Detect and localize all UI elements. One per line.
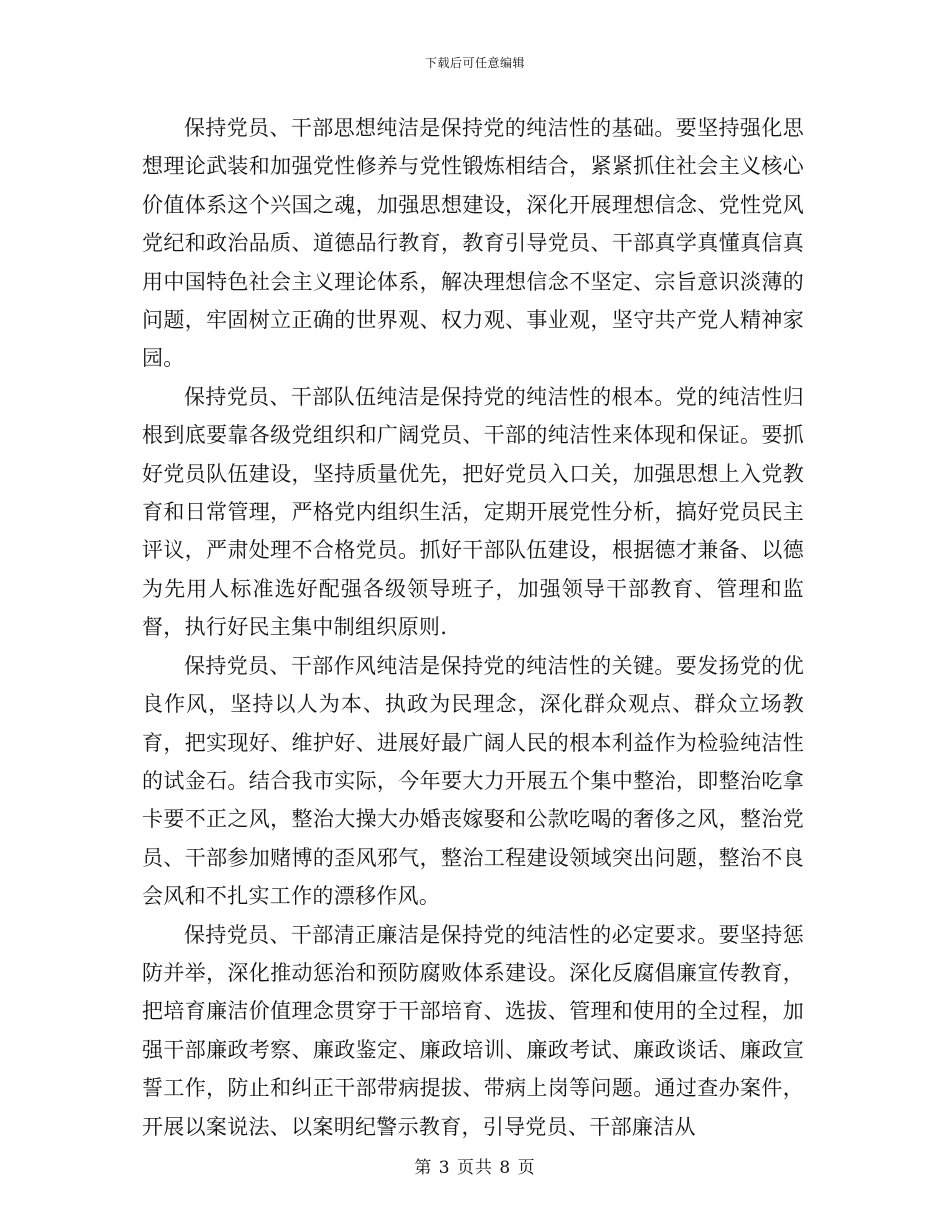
paragraph-style: 保持党员、干部作风纯洁是保持党的纯洁性的关键。要发扬党的优良作风，坚持以人为本、执政为民理念，深化群众观点、群众立场教育，把实现好、维护好、进展好最广阔人民的根本利益作为检验纯洁性的试金石。结合我市实际，今年要大力开展五个集中整治，即整治吃拿卡要不正之风，整治大操大办婚丧嫁娶和公款吃喝的奢侈之风，整治党员、干部参加赌博的歪风邪气，整治工程建设领域突出问题，整治不良会风和不扎实工作的漂移作风。 <box>142 653 804 909</box>
paragraph-ideology: 保持党员、干部思想纯洁是保持党的纯洁性的基础。要坚持强化思想理论武装和加强党性修养与党性锻炼相结合，紧紧抓住社会主义核心价值体系这个兴国之魂，加强思想建设，深化开展理想信念、党性党风党纪和政治品质、道德品行教育，教育引导党员、干部真学真懂真信真用中国特色社会主义理论体系，解决理想信念不坚定、宗旨意识淡薄的问题，牢固树立正确的世界观、权力观、事业观，坚守共产党人精神家园。 <box>142 116 804 371</box>
paragraph-team: 保持党员、干部队伍纯洁是保持党的纯洁性的根本。党的纯洁性归根到底要靠各级党组织和广阔党员、干部的纯洁性来体现和保证。要抓好党员队伍建设，坚持质量优先，把好党员入口关，加强思想上入党教育和日常管理，严格党内组织生活，定期开展党性分析，搞好党员民主评议，严肃处理不合格党员。抓好干部队伍建设，根据德才兼备、以德为先用人标准选好配强各级领导班子，加强领导干部教育、管理和监督，执行好民主集中制组织原则. <box>142 384 804 640</box>
paragraph-integrity: 保持党员、干部清正廉洁是保持党的纯洁性的必定要求。要坚持惩防并举，深化推动惩治和预防腐败体系建设。深化反腐倡廉宣传教育，把培育廉洁价值理念贯穿于干部培育、选拔、管理和使用的全过程，加强干部廉政考察、廉政鉴定、廉政培训、廉政考试、廉政谈话、廉政宣誓工作，防止和纠正干部带病提拔、带病上岗等问题。通过查办案件，开展以案说法、以案明纪警示教育，引导党员、干部廉洁从 <box>142 922 804 1139</box>
header-note: 下载后可任意编辑 <box>424 56 525 70</box>
document-body <box>142 109 804 1146</box>
page-number: 第 3 页共 8 页 <box>414 1158 536 1178</box>
